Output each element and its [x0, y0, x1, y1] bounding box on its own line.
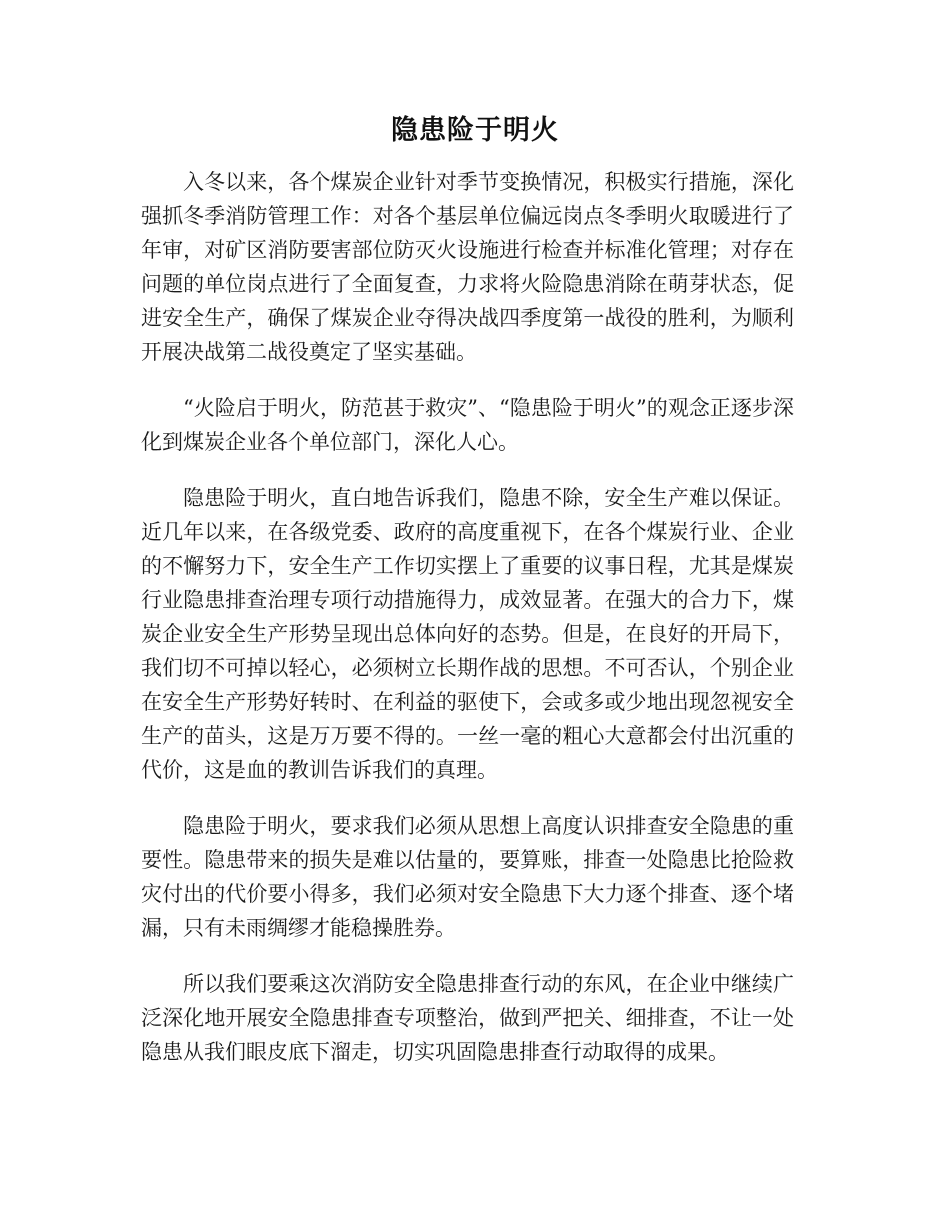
- paragraph-2: “火险启于明火，防范甚于救灾”、“隐患险于明火”的观念正逐步深化到煤炭企业各个单位部门，深化人心。: [141, 396, 794, 454]
- paragraph-3: 隐患险于明火，直白地告诉我们，隐患不除，安全生产难以保证。近几年以来，在各级党委、政府的高度重视下，在各个煤炭行业、企业的不懈努力下，安全生产工作切实摆上了重要的议事日程，尤其是煤炭行业隐患排查治理专项行动措施得力，成效显著。在强大的合力下，煤炭企业安全生产形势呈现出总体向好的态势。但是，在良好的开局下，我们切不可掉以轻心，必须树立长期作战的思想。不可否认，个别企业在安全生产形势好转时、在利益的驱使下，会或多或少地出现忽视安全生产的苗头，这是万万要不得的。一丝一毫的粗心大意都会付出沉重的代价，这是血的教训告诉我们的真理。: [141, 486, 794, 782]
- document-body: [141, 165, 794, 1091]
- paragraph-1: 入冬以来，各个煤炭企业针对季节变换情况，积极实行措施，深化强抓冬季消防管理工作：对各个基层单位偏远岗点冬季明火取暖进行了年审，对矿区消防要害部位防灭火设施进行检查并标准化管理；对存在问题的单位岗点进行了全面复查，力求将火险隐患消除在萌芽状态，促进安全生产，确保了煤炭企业夺得决战四季度第一战役的胜利，为顺利开展决战第二战役奠定了坚实基础。: [141, 170, 794, 364]
- paragraph-4: 隐患险于明火，要求我们必须从思想上高度认识排查安全隐患的重要性。隐患带来的损失是难以估量的，要算账，排查一处隐患比抢险救灾付出的代价要小得多，我们必须对安全隐患下大力逐个排查、逐个堵漏，只有未雨绸缪才能稳操胜券。: [141, 814, 794, 940]
- paragraph-5: 所以我们要乘这次消防安全隐患排查行动的东风，在企业中继续广泛深化地开展安全隐患排查专项整治，做到严把关、细排查，不让一处隐患从我们眼皮底下溜走，切实巩固隐患排查行动取得的成果。: [141, 972, 794, 1064]
- document-title: 隐患险于明火: [391, 115, 559, 146]
